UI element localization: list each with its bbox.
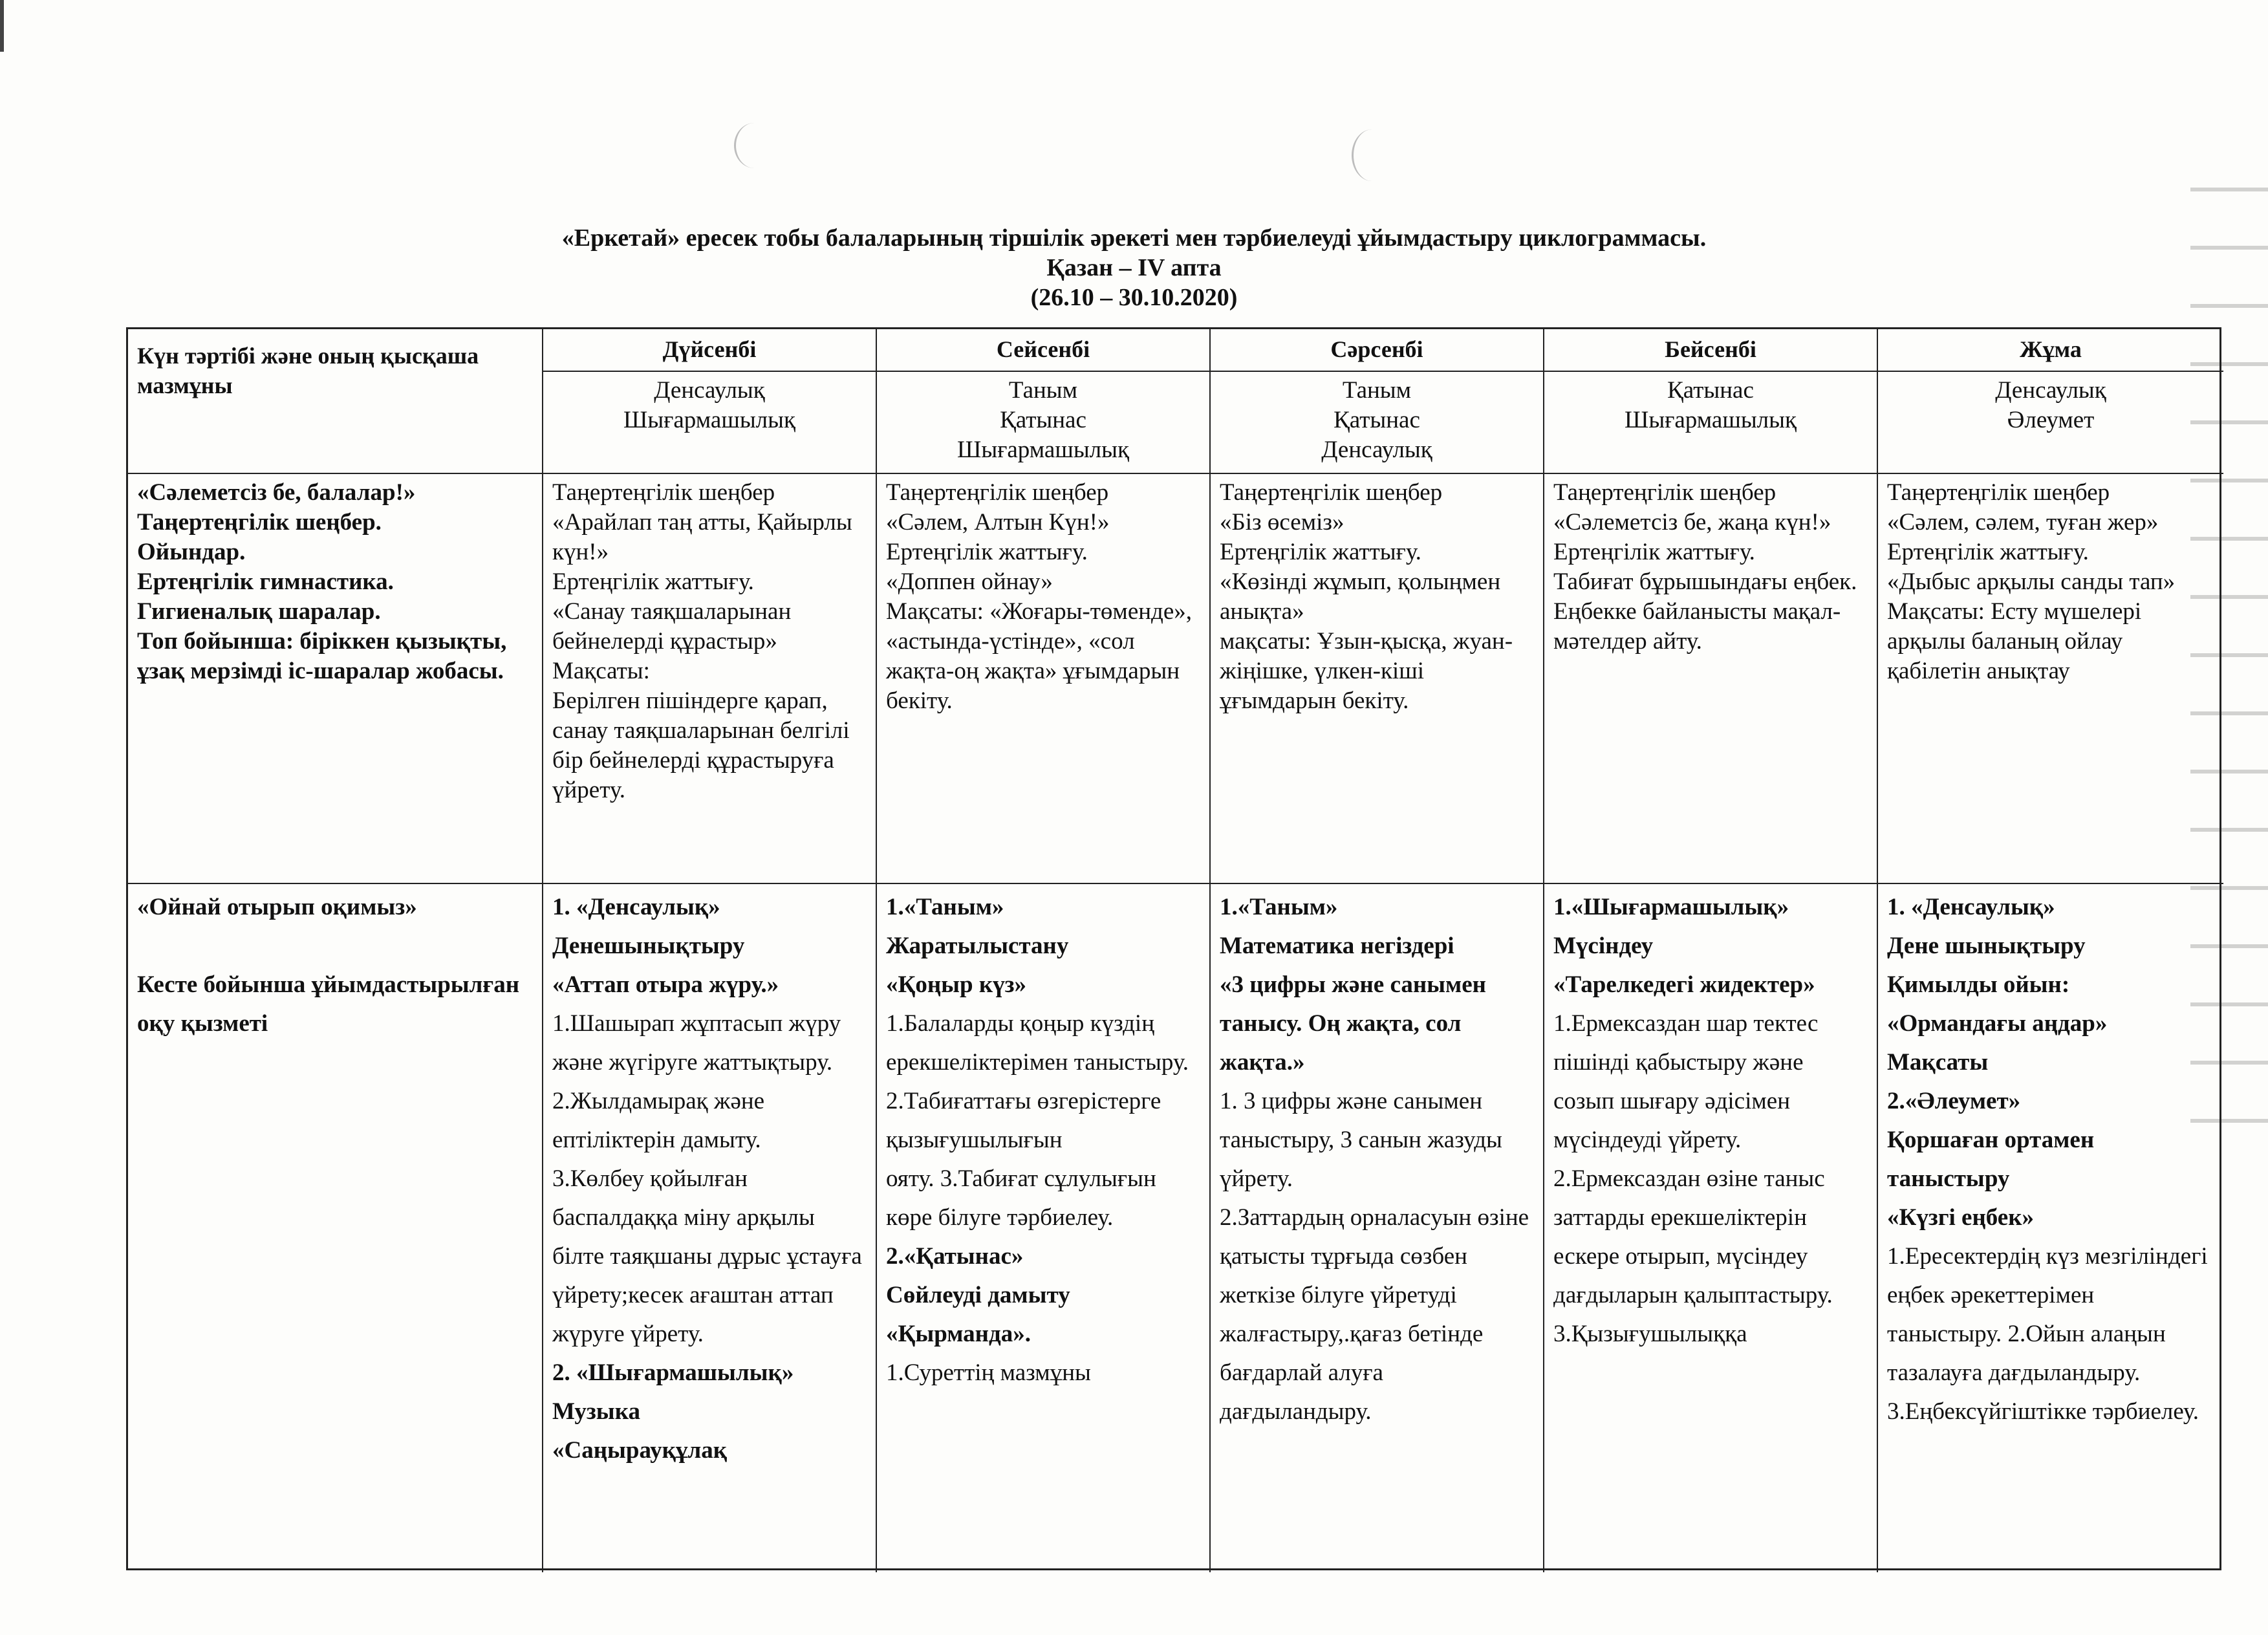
- day-monday: Дүйсенбі: [543, 329, 877, 372]
- morning-label-line: Гигиеналық шаралар.: [137, 598, 381, 625]
- morning-line: «Дыбыс арқылы санды тап»: [1887, 568, 2176, 595]
- morning-line: Мақсаты: Есту мүшелері арқылы баланың ойлау қабілетін анықтау: [1887, 598, 2142, 684]
- study-thursday: [1544, 884, 1878, 1572]
- area-label: Денсаулық: [1995, 377, 2106, 404]
- study-line: 1.Ермексаздан шар тектес пішінді қабыстыру және созып шығару әдісімен мүсіндеуді үйрету.: [1553, 1010, 1819, 1153]
- area-label: Денсаулық: [1321, 437, 1432, 463]
- study-line: ояту. 3.Табиғат сұлулығын көре білуге тәрбиелеу.: [886, 1165, 1156, 1231]
- area-label: Шығармашылық: [623, 407, 795, 433]
- study-line: «Аттап отыра жүру.»: [552, 971, 779, 998]
- study-wednesday: [1211, 884, 1544, 1572]
- morning-line: Ертеңгілік жаттығу.: [1553, 539, 1755, 565]
- document-dates: (26.10 – 30.10.2020): [1030, 284, 1238, 311]
- areas-friday: [1878, 372, 2223, 474]
- morning-line: Ертеңгілік жаттығу.: [552, 568, 754, 595]
- study-line: Музыка: [552, 1398, 640, 1425]
- study-line: «Ормандағы аңдар»: [1887, 1010, 2108, 1037]
- morning-line: Таңертеңгілік шеңбер: [1220, 479, 1443, 506]
- morning-line: «Сәлем, сәлем, туған жер»: [1887, 509, 2159, 536]
- study-line: 2.«Әлеумет»: [1887, 1088, 2021, 1114]
- morning-line: Таңертеңгілік шеңбер: [886, 479, 1109, 506]
- study-line: Қимылды ойын:: [1887, 971, 2070, 998]
- area-label: Қатынас: [1000, 407, 1086, 433]
- study-label-body: Кесте бойынша ұйымдастырылған оқу қызметі: [137, 971, 520, 1037]
- study-tuesday: [877, 884, 1211, 1572]
- morning-line: «Көзінді жұмып, қолыңмен анықта»: [1220, 568, 1501, 625]
- study-line: 1. 3 цифры және санымен таныстыру, 3 санын жазуды үйрету.: [1220, 1088, 1502, 1192]
- study-line: 1.Ересектердің күз мезгіліндегі еңбек әрекеттерімен таныстыру. 2.Ойын алаңын тазалауға дағдыландыру.: [1887, 1243, 2208, 1386]
- study-line: 2.Жылдамырақ және ептіліктерін дамыту.: [552, 1088, 765, 1153]
- area-label: Қатынас: [1334, 407, 1420, 433]
- scan-artifact: [1352, 129, 1392, 181]
- study-line: «Саңырауқұлақ: [552, 1437, 728, 1464]
- study-line: Мақсаты: [1887, 1049, 1989, 1076]
- scan-edge: [0, 0, 4, 52]
- morning-line: мақсаты: Ұзын-қысқа, жуан-жіңішке, үлкен-кіші ұғымдарын бекіту.: [1220, 628, 1513, 714]
- morning-line: Ертеңгілік жаттығу.: [1887, 539, 2089, 565]
- area-label: Шығармашылық: [957, 437, 1129, 463]
- header-left: Күн тәртібі және оның қысқаша мазмұны: [128, 329, 543, 474]
- morning-line: Мақсаты:: [552, 658, 650, 684]
- areas-wednesday: [1211, 372, 1544, 474]
- study-line: 3.Қызығушылыққа: [1553, 1321, 1747, 1347]
- study-line: 1.Шашырап жұптасып жүру және жүгіруге жаттықтыру.: [552, 1010, 841, 1076]
- study-monday: [543, 884, 877, 1572]
- area-label: Шығармашылық: [1625, 407, 1797, 433]
- study-line: Мүсіндеу: [1553, 933, 1654, 959]
- study-label: [128, 884, 543, 1572]
- morning-line: Берілген пішіндерге қарап, санау таяқшаларынан белгілі бір бейнелерді құрастыруға үйрету.: [552, 688, 850, 803]
- schedule-table: [126, 327, 2221, 1570]
- study-line: «Қоңыр күз»: [886, 971, 1027, 998]
- document-week: Қазан – IV апта: [1046, 254, 1222, 281]
- morning-line: Табиғат бұрышындағы еңбек.: [1553, 568, 1857, 595]
- morning-tuesday: [877, 474, 1211, 884]
- morning-line: Ертеңгілік жаттығу.: [886, 539, 1088, 565]
- morning-line: «Арайлап таң атты, Қайырлы күн!»: [552, 509, 852, 565]
- morning-line: Таңертеңгілік шеңбер: [1887, 479, 2110, 506]
- area-label: Денсаулық: [654, 377, 765, 404]
- areas-monday: [543, 372, 877, 474]
- morning-label-line: Ертеңгілік гимнастика.: [137, 568, 394, 595]
- day-friday: Жұма: [1878, 329, 2223, 372]
- study-line: 1.«Таным»: [1220, 894, 1338, 920]
- study-label-title: «Ойнай отырып оқимыз»: [137, 894, 417, 920]
- study-line: 1. «Денсаулық»: [552, 894, 720, 920]
- study-line: 1.Балаларды қоңыр күздің ерекшеліктерімен таныстыру.: [886, 1010, 1189, 1076]
- study-line: 2.«Қатынас»: [886, 1243, 1024, 1270]
- study-line: Сөйлеуді дамыту: [886, 1282, 1070, 1308]
- study-line: 3.Еңбексүйгіштікке тәрбиелеу.: [1887, 1398, 2199, 1425]
- study-label-spacer: [137, 927, 533, 966]
- areas-tuesday: [877, 372, 1211, 474]
- area-label: Таным: [1342, 377, 1412, 404]
- study-line: 1.Суреттің мазмұны: [886, 1359, 1091, 1386]
- study-line: 1.«Шығармашылық»: [1553, 894, 1789, 920]
- study-line: Денешынықтыру: [552, 933, 745, 959]
- study-line: 2. «Шығармашылық»: [552, 1359, 794, 1386]
- study-line: 2.Ермексаздан өзіне таныс заттарды ерекшеліктерін ескере отырып, мүсіндеу дағдыларын қалыптастыру.: [1553, 1165, 1833, 1308]
- study-line: 3.Көлбеу қойылған баспалдаққа міну арқылы білте таяқшаны дұрыс ұстауға үйрету;кесек ағаштан аттап жүруге үйрету.: [552, 1165, 862, 1347]
- study-line: 1. «Денсаулық»: [1887, 894, 2055, 920]
- document-title: «Еркетай» ересек тобы балаларының тіршілік әрекеті мен тәрбиелеуді ұйымдастыру циклограммасы.: [561, 224, 1707, 252]
- morning-line: Таңертеңгілік шеңбер: [1553, 479, 1777, 506]
- study-line: «Қырманда».: [886, 1321, 1031, 1347]
- study-line: Жаратылыстану: [886, 933, 1069, 959]
- morning-line: «Доппен ойнау»: [886, 568, 1053, 595]
- morning-line: Еңбекке байланысты мақал-мәтелдер айту.: [1553, 598, 1841, 655]
- day-tuesday: Сейсенбі: [877, 329, 1211, 372]
- morning-label-line: «Сәлеметсіз бе, балалар!»: [137, 479, 416, 506]
- study-line: 2.Заттардың орналасуын өзіне қатысты тұрғыда сөзбен жеткізе білуге үйретуді жалғастыру,.қағаз бетінде бағдарлай алуға дағдыландыру.: [1220, 1204, 1529, 1425]
- morning-friday: [1878, 474, 2223, 884]
- morning-line: «Біз өсеміз»: [1220, 509, 1345, 536]
- morning-wednesday: [1211, 474, 1544, 884]
- study-line: «Тарелкедегі жидектер»: [1553, 971, 1815, 998]
- document-header: [0, 223, 2268, 312]
- morning-thursday: [1544, 474, 1878, 884]
- morning-line: Ертеңгілік жаттығу.: [1220, 539, 1421, 565]
- areas-thursday: [1544, 372, 1878, 474]
- morning-line: «Сәлеметсіз бе, жаңа күн!»: [1553, 509, 1831, 536]
- scan-artifact: [734, 123, 775, 168]
- morning-line: Мақсаты: «Жоғары-төменде», «астында-үстінде», «сол жақта-оң жақта» ұғымдарын бекіту.: [886, 598, 1193, 714]
- morning-label-line: Топ бойынша: біріккен қызықты, ұзақ мерзімді іс-шаралар жобасы.: [137, 628, 507, 684]
- study-line: 1.«Таным»: [886, 894, 1004, 920]
- area-label: Таным: [1008, 377, 1078, 404]
- day-thursday: Бейсенбі: [1544, 329, 1878, 372]
- morning-label: [128, 474, 543, 884]
- study-line: Дене шынықтыру: [1887, 933, 2086, 959]
- area-label: Қатынас: [1667, 377, 1754, 404]
- study-line: Математика негіздері: [1220, 933, 1454, 959]
- day-wednesday: Сәрсенбі: [1211, 329, 1544, 372]
- morning-monday: [543, 474, 877, 884]
- study-line: «3 цифры және санымен танысу. Оң жақта, сол жақта.»: [1220, 971, 1486, 1076]
- study-line: 2.Табиғаттағы өзгерістерге қызығушылығын: [886, 1088, 1161, 1153]
- study-line: Қоршаған ортамен таныстыру: [1887, 1127, 2095, 1192]
- morning-label-line: Таңертеңгілік шеңбер.: [137, 509, 382, 536]
- area-label: Әлеумет: [2007, 407, 2095, 433]
- study-friday: [1878, 884, 2223, 1572]
- study-line: «Күзгі еңбек»: [1887, 1204, 2035, 1231]
- morning-line: «Санау таяқшаларынан бейнелерді құрастыр»: [552, 598, 792, 655]
- morning-line: Таңертеңгілік шеңбер: [552, 479, 775, 506]
- morning-line: «Сәлем, Алтын Күн!»: [886, 509, 1110, 536]
- morning-label-line: Ойындар.: [137, 539, 246, 565]
